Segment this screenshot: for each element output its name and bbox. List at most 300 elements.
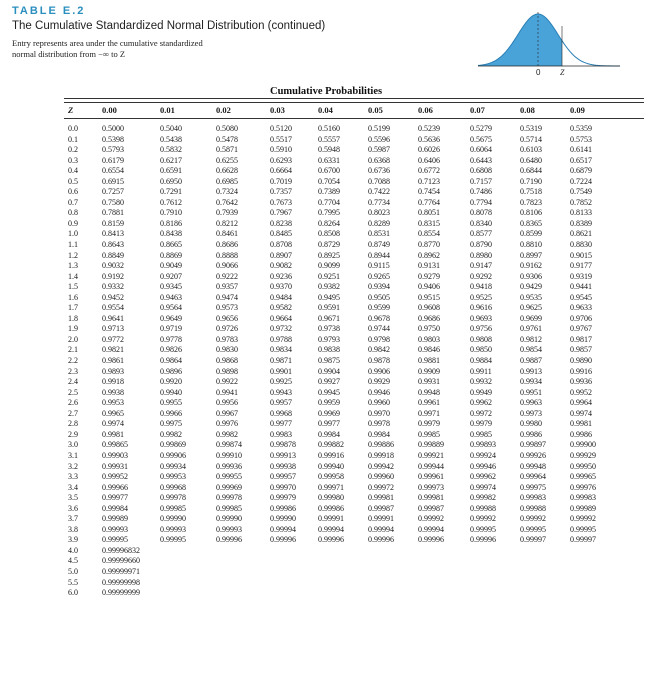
probability-cell: 0.8962 — [418, 250, 440, 260]
probability-cell: 0.7939 — [216, 208, 238, 218]
probability-cell: 0.99934 — [160, 461, 186, 471]
probability-column-9 — [570, 124, 596, 546]
probability-cell: 0.9726 — [216, 324, 238, 334]
probability-cell: 0.9913 — [520, 366, 542, 376]
probability-cell: 0.99983 — [570, 493, 596, 503]
probability-cell: 0.9808 — [470, 334, 492, 344]
probability-cell: 0.5793 — [102, 145, 124, 155]
probability-cell: 0.9821 — [102, 345, 124, 355]
table-subtitle: The Cumulative Standardized Normal Distribution (continued) — [12, 20, 326, 32]
z-value: 0.0 — [68, 124, 78, 133]
probability-cell: 0.99944 — [418, 461, 444, 471]
z-value: 2.2 — [68, 356, 78, 366]
probability-cell: 0.9830 — [216, 345, 238, 355]
probability-cell: 0.9961 — [418, 398, 440, 408]
probability-cell: 0.8554 — [418, 229, 440, 239]
column-header-2: 0.02 — [216, 105, 231, 115]
probability-cell: 0.6772 — [418, 166, 440, 176]
probability-cell: 0.6331 — [318, 155, 340, 165]
probability-cell: 0.9463 — [160, 292, 182, 302]
probability-column-8 — [520, 124, 546, 546]
probability-cell: 0.5910 — [270, 145, 292, 155]
probability-cell: 0.99993 — [160, 524, 186, 534]
probability-cell: 0.99916 — [318, 450, 344, 460]
z-value: 1.6 — [68, 292, 78, 302]
probability-cell: 0.9983 — [270, 429, 292, 439]
table-note-line-1: Entry represents area under the cumulative standardized — [12, 38, 203, 48]
probability-cell: 0.99992 — [570, 514, 596, 524]
probability-cell: 0.9959 — [318, 398, 340, 408]
probability-cell: 0.9817 — [570, 334, 592, 344]
probability-cell: 0.9834 — [270, 345, 292, 355]
probability-cell: 0.9678 — [368, 313, 390, 323]
probability-cell: 0.99926 — [520, 450, 546, 460]
probability-cell: 0.7190 — [520, 176, 542, 186]
probability-cell: 0.5753 — [570, 134, 592, 144]
probability-cell: 0.9625 — [520, 303, 542, 313]
probability-cell: 0.8577 — [470, 229, 492, 239]
probability-cell: 0.9850 — [470, 345, 492, 355]
probability-cell: 0.9535 — [520, 292, 542, 302]
probability-cell: 0.5000 — [102, 124, 124, 133]
probability-cell: 0.99910 — [216, 450, 242, 460]
probability-cell: 0.99995 — [570, 524, 596, 534]
probability-cell: 0.8289 — [368, 218, 390, 228]
probability-column-7 — [470, 124, 496, 546]
probability-cell: 0.9925 — [270, 377, 292, 387]
probability-cell: 0.7257 — [102, 187, 124, 197]
probability-cell: 0.7881 — [102, 208, 124, 218]
probability-cell: 0.9854 — [520, 345, 542, 355]
probability-cell: 0.7157 — [470, 176, 492, 186]
probability-cell: 0.7518 — [520, 187, 542, 197]
z-value: 0.5 — [68, 176, 78, 186]
z-value: 5.0 — [68, 566, 78, 576]
probability-cell: 0.99940 — [318, 461, 344, 471]
probability-cell: 0.9973 — [520, 408, 542, 418]
probability-cell: 0.99960 — [368, 472, 394, 482]
probability-cell: 0.9948 — [418, 387, 440, 397]
probability-cell: 0.9803 — [418, 334, 440, 344]
probability-cell: 0.99878 — [270, 440, 296, 450]
probability-cell: 0.99992 — [418, 514, 444, 524]
z-value: 2.3 — [68, 366, 78, 376]
probability-cell: 0.7995 — [318, 208, 340, 218]
probability-cell: 0.9916 — [570, 366, 592, 376]
probability-cell: 0.99994 — [318, 524, 344, 534]
z-value: 1.2 — [68, 250, 78, 260]
probability-cell: 0.8238 — [270, 218, 292, 228]
probability-cell: 0.9525 — [470, 292, 492, 302]
probability-cell: 0.99974 — [470, 482, 496, 492]
probability-cell: 0.8599 — [520, 229, 542, 239]
probability-cell: 0.8643 — [102, 240, 124, 250]
probability-cell: 0.9890 — [570, 356, 592, 366]
probability-cell: 0.99989 — [102, 514, 128, 524]
probability-cell: 0.9686 — [418, 313, 440, 323]
z-value: 2.8 — [68, 419, 78, 429]
probability-cell: 0.99936 — [216, 461, 242, 471]
probability-cell: 0.9265 — [368, 271, 390, 281]
probability-cell: 0.6879 — [570, 166, 592, 176]
probability-cell: 0.8888 — [216, 250, 238, 260]
probability-cell: 0.9981 — [570, 419, 592, 429]
probability-cell: 0.99950 — [570, 461, 596, 471]
probability-cell: 0.9857 — [570, 345, 592, 355]
probability-cell: 0.99903 — [102, 450, 128, 460]
probability-cell: 0.99958 — [318, 472, 344, 482]
probability-cell: 0.6103 — [520, 145, 542, 155]
probability-cell: 0.9545 — [570, 292, 592, 302]
probability-cell: 0.5596 — [368, 134, 390, 144]
probability-cell: 0.9977 — [318, 419, 340, 429]
probability-cell: 0.9964 — [570, 398, 592, 408]
probability-cell: 0.9406 — [418, 282, 440, 292]
probability-cell: 0.8078 — [470, 208, 492, 218]
probability-cell: 0.5636 — [418, 134, 440, 144]
probability-cell: 0.99957 — [270, 472, 296, 482]
table-note-line-2: normal distribution from −∞ to Z — [12, 49, 126, 59]
probability-cell: 0.9251 — [318, 271, 340, 281]
probability-cell: 0.9898 — [216, 366, 238, 376]
probability-cell: 0.7734 — [368, 197, 390, 207]
z-value: 2.1 — [68, 345, 78, 355]
probability-cell: 0.99981 — [418, 493, 444, 503]
probability-cell: 0.9177 — [570, 261, 592, 271]
probability-cell: 0.99997 — [520, 535, 546, 545]
probability-cell: 0.9793 — [318, 334, 340, 344]
probability-cell: 0.99994 — [270, 524, 296, 534]
probability-cell: 0.6950 — [160, 176, 182, 186]
probability-cell: 0.9394 — [368, 282, 390, 292]
probability-cell: 0.99986 — [270, 503, 296, 513]
probability-cell: 0.99948 — [520, 461, 546, 471]
probability-cell: 0.9963 — [520, 398, 542, 408]
probability-cell: 0.99995 — [160, 535, 186, 545]
probability-cell: 0.9906 — [368, 366, 390, 376]
probability-cell: 0.99952 — [102, 472, 128, 482]
probability-cell: 0.99996 — [470, 535, 496, 545]
probability-cell: 0.9306 — [520, 271, 542, 281]
probability-cell: 0.9582 — [270, 303, 292, 313]
probability-cell: 0.99978 — [216, 493, 242, 503]
probability-cell: 0.9846 — [418, 345, 440, 355]
z-value: 2.4 — [68, 377, 78, 387]
probability-cell: 0.9591 — [318, 303, 340, 313]
probability-cell: 0.9505 — [368, 292, 390, 302]
z-value: 0.1 — [68, 134, 78, 144]
probability-cell: 0.9956 — [216, 398, 238, 408]
column-header-1: 0.01 — [160, 105, 175, 115]
probability-cell: 0.9966 — [160, 408, 182, 418]
probability-column-2 — [216, 124, 242, 546]
probability-cell: 0.5359 — [570, 124, 592, 133]
probability-cell: 0.99990 — [216, 514, 242, 524]
probability-cell: 0.7910 — [160, 208, 182, 218]
probability-column-5 — [368, 124, 394, 546]
probability-cell: 0.7967 — [270, 208, 292, 218]
probability-cell: 0.8531 — [368, 229, 390, 239]
probability-cell: 0.99999999 — [102, 588, 140, 598]
probability-cell: 0.7291 — [160, 187, 182, 197]
probability-cell: 0.9969 — [318, 408, 340, 418]
z-value: 3.7 — [68, 514, 78, 524]
probability-cell: 0.99996 — [368, 535, 394, 545]
probability-cell: 0.7088 — [368, 176, 390, 186]
header-rule-left — [64, 102, 644, 103]
probability-cell: 0.6217 — [160, 155, 182, 165]
probability-cell: 0.8749 — [368, 240, 390, 250]
column-header-4: 0.04 — [318, 105, 333, 115]
probability-cell: 0.9495 — [318, 292, 340, 302]
probability-cell: 0.9706 — [570, 313, 592, 323]
probability-cell: 0.99983 — [520, 493, 546, 503]
probability-cell: 0.9940 — [160, 387, 182, 397]
probability-cell: 0.9418 — [470, 282, 492, 292]
probability-cell: 0.9838 — [318, 345, 340, 355]
probability-cell: 0.9976 — [216, 419, 238, 429]
probability-cell: 0.9664 — [270, 313, 292, 323]
probability-cell: 0.6985 — [216, 176, 238, 186]
probability-cell: 0.7549 — [570, 187, 592, 197]
probability-cell: 0.99953 — [160, 472, 186, 482]
probability-cell: 0.8997 — [520, 250, 542, 260]
probability-cell: 0.8340 — [470, 218, 492, 228]
probability-cell: 0.9671 — [318, 313, 340, 323]
probability-cell: 0.9147 — [470, 261, 492, 271]
probability-cell: 0.9292 — [470, 271, 492, 281]
probability-cell: 0.99996832 — [102, 545, 140, 555]
probability-cell: 0.9970 — [368, 408, 390, 418]
probability-cell: 0.9452 — [102, 292, 124, 302]
probability-cell: 0.99999660 — [102, 556, 140, 566]
probability-cell: 0.9484 — [270, 292, 292, 302]
probability-cell: 0.99989 — [570, 503, 596, 513]
probability-cell: 0.7580 — [102, 197, 124, 207]
probability-cell: 0.9967 — [216, 408, 238, 418]
probability-cell: 0.99906 — [160, 450, 186, 460]
probability-cell: 0.99900 — [570, 440, 596, 450]
probability-cell: 0.5120 — [270, 124, 292, 133]
probability-cell: 0.9911 — [470, 366, 492, 376]
probability-cell: 0.8869 — [160, 250, 182, 260]
probability-cell: 0.99999971 — [102, 566, 140, 576]
z-value: 3.3 — [68, 472, 78, 482]
probability-cell: 0.99979 — [270, 493, 296, 503]
probability-cell: 0.9922 — [216, 377, 238, 387]
probability-cell: 0.9082 — [270, 261, 292, 271]
probability-cell: 0.5832 — [160, 145, 182, 155]
z-value: 1.5 — [68, 282, 78, 292]
probability-cell: 0.8023 — [368, 208, 390, 218]
probability-cell: 0.9554 — [102, 303, 124, 313]
probability-cell: 0.9953 — [102, 398, 124, 408]
probability-cell: 0.8980 — [470, 250, 492, 260]
probability-cell: 0.99897 — [520, 440, 546, 450]
probability-cell: 0.99874 — [216, 440, 242, 450]
z-value: 3.8 — [68, 524, 78, 534]
header-rule-bottom — [64, 118, 644, 119]
probability-cell: 0.9332 — [102, 282, 124, 292]
probability-cell: 0.99993 — [102, 524, 128, 534]
probability-cell: 0.99995 — [470, 524, 496, 534]
probability-cell: 0.99995 — [102, 535, 128, 545]
z-value: 6.0 — [68, 588, 78, 598]
column-header-5: 0.05 — [368, 105, 383, 115]
column-header-9: 0.09 — [570, 105, 585, 115]
probability-cell: 0.6443 — [470, 155, 492, 165]
probability-cell: 0.9767 — [570, 324, 592, 334]
probability-cell: 0.8133 — [570, 208, 592, 218]
probability-column-0 — [102, 124, 140, 599]
probability-cell: 0.99961 — [418, 472, 444, 482]
probability-column-4 — [318, 124, 344, 546]
probability-cell: 0.6700 — [318, 166, 340, 176]
probability-cell: 0.9952 — [570, 387, 592, 397]
probability-cell: 0.99987 — [418, 503, 444, 513]
probability-cell: 0.9382 — [318, 282, 340, 292]
probability-cell: 0.9474 — [216, 292, 238, 302]
probability-cell: 0.9713 — [102, 324, 124, 334]
probability-cell: 0.99968 — [160, 482, 186, 492]
probability-cell: 0.99981 — [368, 493, 394, 503]
probability-cell: 0.99971 — [318, 482, 344, 492]
probability-cell: 0.6844 — [520, 166, 542, 176]
probability-cell: 0.8508 — [318, 229, 340, 239]
probability-cell: 0.9319 — [570, 271, 592, 281]
probability-cell: 0.9979 — [418, 419, 440, 429]
z-value: 3.2 — [68, 461, 78, 471]
probability-cell: 0.9015 — [570, 250, 592, 260]
probability-cell: 0.99972 — [368, 482, 394, 492]
probability-cell: 0.6517 — [570, 155, 592, 165]
probability-cell: 0.5714 — [520, 134, 542, 144]
probability-cell: 0.99994 — [418, 524, 444, 534]
table-note — [12, 38, 312, 60]
probability-cell: 0.9099 — [318, 261, 340, 271]
probability-cell: 0.99955 — [216, 472, 242, 482]
probability-cell: 0.7019 — [270, 176, 292, 186]
probability-cell: 0.7704 — [318, 197, 340, 207]
probability-cell: 0.9901 — [270, 366, 292, 376]
probability-cell: 0.99964 — [520, 472, 546, 482]
probability-cell: 0.9756 — [470, 324, 492, 334]
probability-cell: 0.99869 — [160, 440, 186, 450]
probability-cell: 0.99988 — [470, 503, 496, 513]
probability-cell: 0.9982 — [216, 429, 238, 439]
probability-cell: 0.7823 — [520, 197, 542, 207]
probability-cell: 0.99988 — [520, 503, 546, 513]
probability-cell: 0.99990 — [160, 514, 186, 524]
probability-cell: 0.99882 — [318, 440, 344, 450]
probability-cell: 0.9599 — [368, 303, 390, 313]
probability-cell: 0.8830 — [570, 240, 592, 250]
probability-cell: 0.9798 — [368, 334, 390, 344]
probability-cell: 0.99973 — [418, 482, 444, 492]
column-header-7: 0.07 — [470, 105, 485, 115]
probability-cell: 0.9985 — [470, 429, 492, 439]
probability-cell: 0.99962 — [470, 472, 496, 482]
probability-cell: 0.8365 — [520, 218, 542, 228]
probability-cell: 0.9066 — [216, 261, 238, 271]
probability-cell: 0.9881 — [418, 356, 440, 366]
probability-cell: 0.99893 — [470, 440, 496, 450]
probability-cell: 0.9984 — [318, 429, 340, 439]
probability-cell: 0.7673 — [270, 197, 292, 207]
probability-cell: 0.7422 — [368, 187, 390, 197]
probability-cell: 0.99986 — [318, 503, 344, 513]
probability-cell: 0.9750 — [418, 324, 440, 334]
probability-cell: 0.7764 — [418, 197, 440, 207]
probability-cell: 0.9345 — [160, 282, 182, 292]
probability-cell: 0.9842 — [368, 345, 390, 355]
probability-cell: 0.9920 — [160, 377, 182, 387]
probability-cell: 0.7224 — [570, 176, 592, 186]
probability-cell: 0.9957 — [270, 398, 292, 408]
table-title: TABLE E.2 — [12, 5, 86, 17]
probability-cell: 0.9699 — [520, 313, 542, 323]
z-value: 1.8 — [68, 313, 78, 323]
probability-cell: 0.8686 — [216, 240, 238, 250]
probability-cell: 0.9693 — [470, 313, 492, 323]
probability-cell: 0.99918 — [368, 450, 394, 460]
probability-cell: 0.9965 — [102, 408, 124, 418]
probability-cell: 0.9986 — [570, 429, 592, 439]
probability-cell: 0.9162 — [520, 261, 542, 271]
z-value: 4.5 — [68, 556, 78, 566]
probability-cell: 0.7486 — [470, 187, 492, 197]
z-value: 1.9 — [68, 324, 78, 334]
probability-cell: 0.6064 — [470, 145, 492, 155]
probability-cell: 0.99991 — [318, 514, 344, 524]
probability-cell: 0.9936 — [570, 377, 592, 387]
probability-cell: 0.99969 — [216, 482, 242, 492]
probability-cell: 0.99929 — [570, 450, 596, 460]
probability-cell: 0.9974 — [570, 408, 592, 418]
z-value: 1.3 — [68, 261, 78, 271]
probability-cell: 0.9732 — [270, 324, 292, 334]
probability-cell: 0.9945 — [318, 387, 340, 397]
probability-cell: 0.9788 — [270, 334, 292, 344]
probability-cell: 0.6480 — [520, 155, 542, 165]
probability-cell: 0.9573 — [216, 303, 238, 313]
probability-cell: 0.5871 — [216, 145, 238, 155]
probability-cell: 0.8621 — [570, 229, 592, 239]
probability-cell: 0.9941 — [216, 387, 238, 397]
probability-cell: 0.9909 — [418, 366, 440, 376]
probability-cell: 0.9207 — [160, 271, 182, 281]
probability-cell: 0.7454 — [418, 187, 440, 197]
probability-cell: 0.8413 — [102, 229, 124, 239]
probability-cell: 0.7612 — [160, 197, 182, 207]
probability-cell: 0.6026 — [418, 145, 440, 155]
probability-cell: 0.99991 — [368, 514, 394, 524]
probability-cell: 0.8665 — [160, 240, 182, 250]
probability-cell: 0.9649 — [160, 313, 182, 323]
probability-cell: 0.99938 — [270, 461, 296, 471]
z-value: 3.0 — [68, 440, 78, 450]
probability-cell: 0.9971 — [418, 408, 440, 418]
probability-cell: 0.9980 — [520, 419, 542, 429]
probability-cell: 0.9974 — [102, 419, 124, 429]
probability-cell: 0.6915 — [102, 176, 124, 186]
z-value: 2.5 — [68, 387, 78, 397]
probability-cell: 0.8159 — [102, 218, 124, 228]
probability-cell: 0.9982 — [160, 429, 182, 439]
probability-cell: 0.6808 — [470, 166, 492, 176]
probability-cell: 0.7642 — [216, 197, 238, 207]
probability-cell: 0.9868 — [216, 356, 238, 366]
